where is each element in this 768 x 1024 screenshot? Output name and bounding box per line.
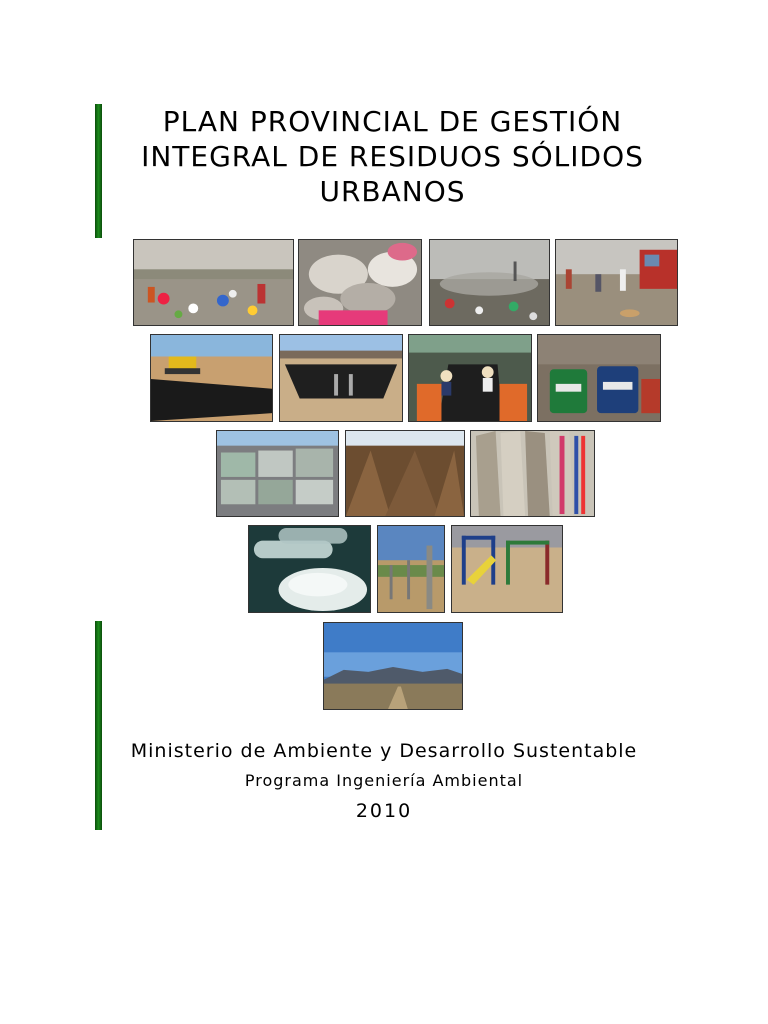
photo-playground — [451, 525, 563, 613]
document-title — [110, 104, 675, 209]
photo-pet-bottles-flakes — [248, 525, 371, 613]
photo-cardboard-bales — [470, 430, 595, 517]
ministry-name: Ministerio de Ambiente y Desarrollo Sustentable — [130, 740, 638, 762]
green-accent-bar-top — [95, 104, 102, 238]
photo-organic-waste-drums — [537, 334, 661, 422]
photo-recycled-posts — [377, 525, 445, 613]
photo-sorting-line — [408, 334, 532, 422]
photo-bulldozer-liner — [150, 334, 273, 422]
photo-dump-scavengers — [133, 239, 294, 326]
publication-year: 2010 — [355, 800, 413, 822]
photo-landfill-cell — [279, 334, 403, 422]
program-name: Programa Ingeniería Ambiental — [244, 771, 524, 790]
photo-compost-windrows — [345, 430, 465, 517]
green-accent-bar-bottom — [95, 621, 102, 830]
title-line-2: INTEGRAL DE RESIDUOS SÓLIDOS — [141, 140, 644, 173]
title-line-1: PLAN PROVINCIAL DE GESTIÓN — [162, 105, 623, 138]
photo-landscape-mountains — [323, 622, 463, 710]
photo-smoking-dump — [429, 239, 550, 326]
photo-truck-waste-pickers — [555, 239, 678, 326]
photo-garbage-bags — [298, 239, 422, 326]
photo-plastic-bales — [216, 430, 339, 517]
title-line-3: URBANOS — [319, 175, 466, 208]
